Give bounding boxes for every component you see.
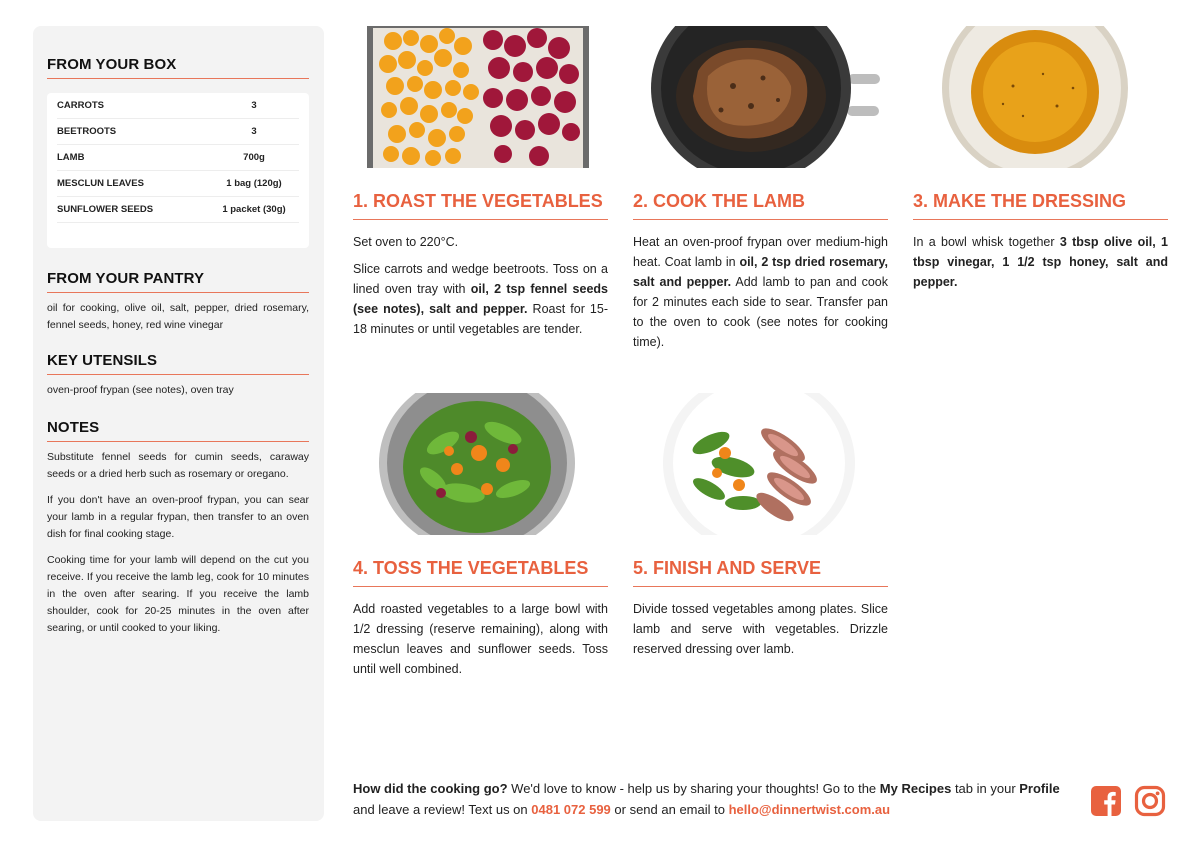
text-run: We'd love to know - help us by sharing your thoughts! Go to the [507, 781, 880, 796]
from-your-pantry-heading: FROM YOUR PANTRY [47, 270, 309, 293]
ingredient-name: SUNFLOWER SEEDS [57, 204, 154, 215]
key-utensils-heading: KEY UTENSILS [47, 352, 309, 375]
step-3 [913, 26, 1168, 292]
note-text: Cooking time for your lamb will depend on the cut you receive. If you receive the lamb leg, cook for 10 minutes in the oven after searing. If you receive the lamb shoulder, cook for 20-25 minutes in the oven after searing, or until cooked to your liking. [47, 554, 309, 634]
notes-heading: NOTES [47, 419, 309, 442]
ingredient-qty: 700g [243, 152, 265, 163]
step-title: 3. MAKE THE DRESSING [913, 191, 1168, 220]
ingredient-row [57, 197, 299, 223]
utensils-text: oven-proof frypan (see notes), oven tray [47, 384, 234, 396]
profile-label: Profile [1019, 781, 1060, 796]
pantry-text: oil for cooking, olive oil, salt, pepper, dried rosemary, fennel seeds, honey, red wine vinegar [47, 302, 309, 331]
plated-serve-image [633, 393, 888, 535]
text-run: Add lamb to pan and cook for 2 minutes each side to sear. Transfer pan to the oven to cook (see notes for cooking time). [633, 275, 888, 349]
roast-vegetables-image [353, 26, 608, 168]
step-paragraph [353, 259, 608, 339]
note-text: If you don't have an oven-proof frypan, you can sear your lamb in a regular frypan, then transfer to an oven dish for final cooking stage. [47, 494, 309, 540]
step-4 [353, 393, 608, 679]
feedback-footer [353, 778, 1073, 820]
ingredient-row [57, 145, 299, 171]
ingredient-name: CARROTS [57, 100, 104, 111]
step-text [633, 232, 888, 352]
step-title: 1. ROAST THE VEGETABLES [353, 191, 608, 220]
step-paragraph: Add roasted vegetables to a large bowl with 1/2 dressing (reserve remaining), along with mesclun leaves and sunflower seeds. Toss until well combined. [353, 602, 608, 676]
phone-link[interactable]: 0481 072 599 [531, 802, 611, 817]
step-1 [353, 26, 608, 339]
ingredient-row [57, 93, 299, 119]
instagram-icon[interactable] [1134, 785, 1166, 817]
ingredient-row [57, 171, 299, 197]
step-text [353, 232, 608, 339]
ingredient-row [57, 119, 299, 145]
text-run: tab in your [951, 781, 1020, 796]
ingredient-name: MESCLUN LEAVES [57, 178, 144, 189]
ingredients-sidebar [33, 26, 324, 821]
facebook-icon[interactable] [1090, 785, 1122, 817]
ingredient-name: BEETROOTS [57, 126, 117, 137]
text-run: or send an email to [610, 802, 729, 817]
text-run: and leave a review! Text us on [353, 802, 532, 817]
my-recipes-label: My Recipes [879, 781, 952, 796]
email-link[interactable]: hello@dinnertwist.com.au [728, 802, 891, 817]
step-paragraph [913, 232, 1168, 292]
ingredient-qty: 1 bag (120g) [226, 178, 282, 189]
step-paragraph: Divide tossed vegetables among plates. Slice lamb and serve with vegetables. Drizzle reserved dressing over lamb. [633, 602, 888, 656]
step-5 [633, 393, 888, 659]
ingredient-qty: 1 packet (30g) [222, 204, 286, 215]
step-paragraph: Set oven to 220°C. [353, 235, 459, 249]
text-run: In a bowl whisk together [913, 235, 1060, 249]
from-your-box-heading: FROM YOUR BOX [47, 56, 309, 79]
dressing-image [913, 26, 1168, 168]
step-2 [633, 26, 888, 352]
step-text [353, 599, 608, 679]
step-title: 4. TOSS THE VEGETABLES [353, 558, 608, 587]
step-paragraph [633, 232, 888, 352]
step-title: 2. COOK THE LAMB [633, 191, 888, 220]
ingredient-emphasis: oil, 2 tsp dried rosemary, salt and pepper. [633, 255, 888, 289]
ingredient-name: LAMB [57, 152, 85, 163]
step-title: 5. FINISH AND SERVE [633, 558, 888, 587]
ingredients-table [47, 93, 309, 248]
ingredient-emphasis: 3 tbsp olive oil, 1 tbsp vinegar, 1 1/2 tsp honey, salt and pepper. [913, 235, 1168, 289]
text-run: Roast for 15-18 minutes or until vegetables are tender. [353, 302, 608, 336]
feedback-question: How did the cooking go? [353, 781, 508, 796]
step-text [633, 599, 888, 659]
ingredient-emphasis: oil, 2 tsp fennel seeds (see notes), salt and pepper. [353, 282, 608, 316]
social-links [1090, 785, 1166, 817]
step-text [913, 232, 1168, 292]
text-run: Heat an oven-proof frypan over medium-high heat. Coat lamb in [633, 235, 888, 269]
ingredient-qty: 3 [251, 126, 257, 137]
lamb-frypan-image [633, 26, 888, 168]
text-run: Slice carrots and wedge beetroots. Toss on a lined oven tray with [353, 262, 608, 296]
salad-bowl-image [353, 393, 608, 535]
ingredient-qty: 3 [251, 100, 257, 111]
note-text: Substitute fennel seeds for cumin seeds, caraway seeds or a dried herb such as rosemary or oregano. [47, 451, 309, 480]
